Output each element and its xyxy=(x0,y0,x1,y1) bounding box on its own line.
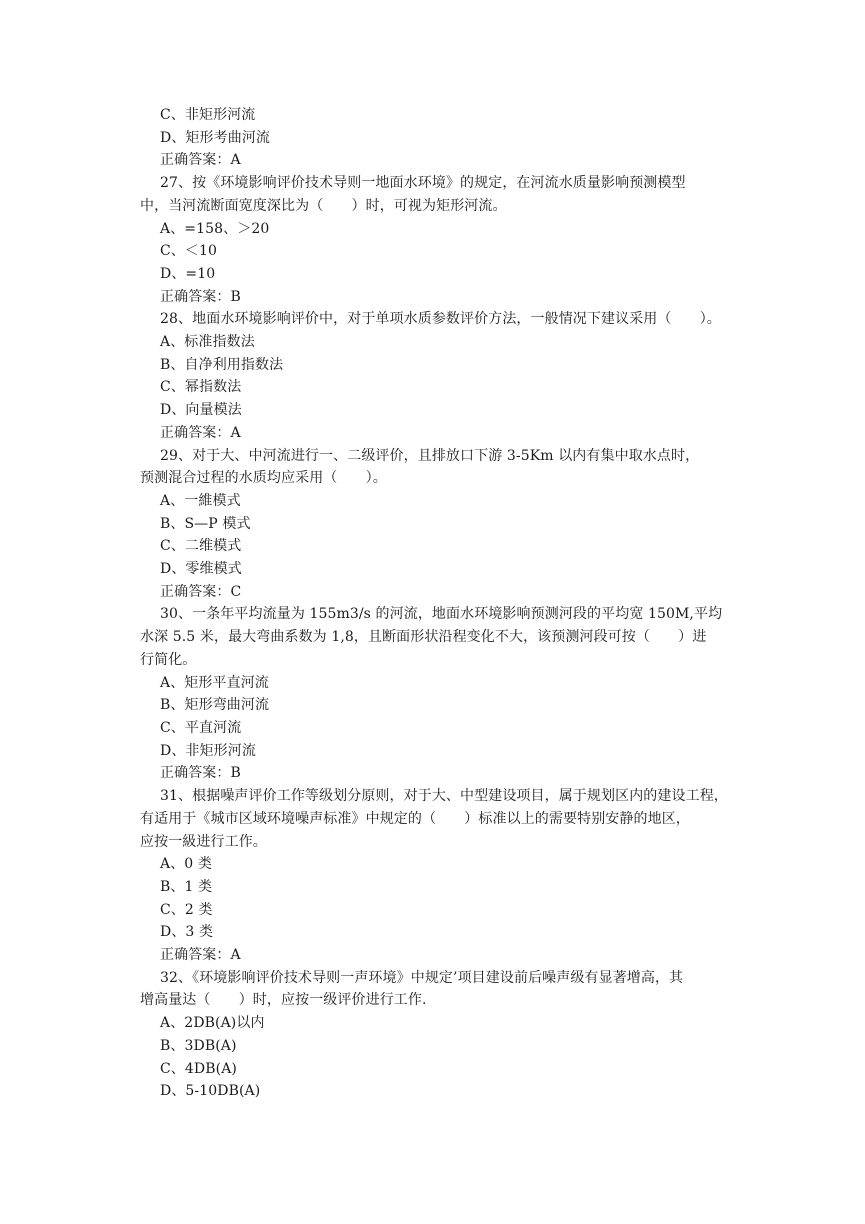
answer-option: C、幂指数法 xyxy=(160,379,242,396)
answer-option: B、S—P 模式 xyxy=(160,515,251,532)
answer-option: A、2DB(A)以内 xyxy=(160,1015,265,1032)
answer-option: D、5-10DB(A) xyxy=(160,1083,261,1100)
question-text: 27、按《环境影响评价技术导则一地面水环境》的规定，在河流水质量影响预测模型 xyxy=(160,175,686,192)
answer-option: C、＜10 xyxy=(160,243,218,260)
question-text: 32、《环境影响评价技术导则一声环境》中规定’项目建设前后噪声级有显著增高，其 xyxy=(160,969,684,986)
answer-option: D、矩形考曲河流 xyxy=(160,129,271,146)
answer-option: D、零维模式 xyxy=(160,561,242,578)
question-text-continued: 预测混合过程的水质均应采用（ ）。 xyxy=(140,470,387,487)
correct-answer: 正确答案：C xyxy=(160,583,242,600)
correct-answer: 正确答案：A xyxy=(160,424,241,441)
answer-option: C、2 类 xyxy=(160,901,213,918)
question-text-continued: 有适用于《城市区域环境噪声标准》中规定的（ ）标准以上的需要特别安静的地区， xyxy=(140,810,690,827)
correct-answer: 正确答案：B xyxy=(160,765,241,782)
answer-option: B、自净利用指数法 xyxy=(160,356,284,373)
question-text: 29、对于大、中河流进行一、二级评价，且排放口下游 3-5Km 以内有集中取水点时， xyxy=(160,447,700,464)
question-text-continued: 应按一級进行工作。 xyxy=(140,833,267,850)
answer-option: B、3DB(A) xyxy=(160,1037,237,1054)
document-body xyxy=(140,104,740,1103)
answer-option: A、=158、＞20 xyxy=(160,220,270,237)
answer-option: D、向量模法 xyxy=(160,402,242,419)
answer-option: C、平直河流 xyxy=(160,719,242,736)
answer-option: D、非矩形河流 xyxy=(160,742,256,759)
question-text-continued: 增高量达（ ）时，应按一级评价进行工作. xyxy=(140,992,427,1009)
correct-answer: 正确答案：A xyxy=(160,947,241,964)
answer-option: B、矩形弯曲河流 xyxy=(160,697,270,714)
correct-answer: 正确答案：B xyxy=(160,288,241,305)
question-text: 31、根据噪声评价工作等级划分原则，对于大、中型建设项目，属于规划区内的建设工程， xyxy=(160,788,728,805)
question-text: 30、一条年平均流量为 155m3/s 的河流，地面水环境影响预测河段的平均宽 150M,平均 xyxy=(160,606,723,623)
answer-option: C、二维模式 xyxy=(160,538,242,555)
answer-option: C、4DB(A) xyxy=(160,1060,237,1077)
answer-option: B、1 类 xyxy=(160,878,213,895)
answer-option: D、3 类 xyxy=(160,924,214,941)
correct-answer: 正确答案：A xyxy=(160,152,241,169)
answer-option: C、非矩形河流 xyxy=(160,107,256,123)
question-text-continued: 行简化。 xyxy=(140,651,197,668)
answer-option: A、矩形平直河流 xyxy=(160,674,269,691)
question-text-continued: 中，当河流断面宽度深比为（ ）时，可视为矩形河流。 xyxy=(140,197,507,214)
question-text: 28、地面水环境影响评价中，对于单项水质参数评价方法，一般情况下建议采用（ ）。 xyxy=(160,311,721,328)
answer-option: A、一維模式 xyxy=(160,492,241,509)
answer-option: D、=10 xyxy=(160,265,216,282)
answer-option: A、标准指数法 xyxy=(160,334,255,351)
question-text-continued: 水深 5.5 米，最大弯曲系数为 1,8，且断面形状沿程变化不大，该预测河段可按（ ）进 xyxy=(140,629,707,646)
answer-option: A、0 类 xyxy=(160,856,212,873)
